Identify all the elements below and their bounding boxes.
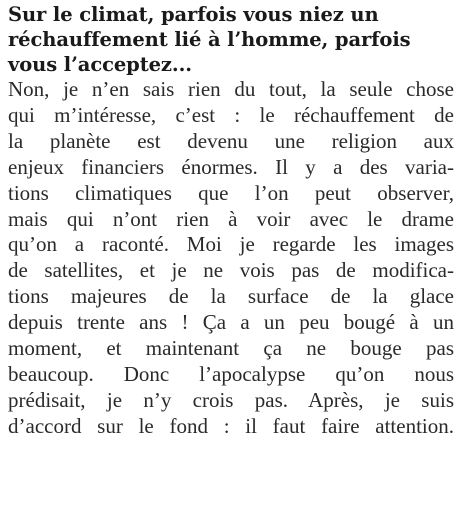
question-line: Sur le climat, parfois vous niez un <box>8 3 379 26</box>
answer-line: depuis trente ans ! Ça a un peu bougé à un <box>8 310 454 335</box>
answer-line: moment, et maintenant ça ne bouge pas <box>8 336 454 361</box>
answer-line: la planète est devenu une religion aux <box>8 128 454 153</box>
interview-answer <box>8 77 454 440</box>
answer-line: qui m’intéresse, c’est : le réchauffement de <box>8 102 454 127</box>
answer-line: tions majeures de la surface de la glace <box>8 284 454 309</box>
answer-line: de satellites, et je ne vois pas de modifica- <box>8 258 454 283</box>
answer-line: beaucoup. Donc l’apocalypse qu’on nous <box>8 361 454 386</box>
answer-line: mais qui n’ont rien à voir avec le drame <box>8 206 454 231</box>
answer-line: enjeux financiers énormes. Il y a des varia- <box>8 154 454 179</box>
interview-question <box>8 2 454 77</box>
interview-excerpt <box>8 2 454 440</box>
answer-line: Non, je n’en sais rien du tout, la seule chose <box>8 77 454 101</box>
answer-line: d’accord sur le fond : il faut faire attention. <box>8 413 454 438</box>
question-line: vous l’acceptez... <box>8 53 192 76</box>
answer-line: tions climatiques que l’on peut observer, <box>8 180 454 205</box>
answer-line: qu’on a raconté. Moi je regarde les images <box>8 232 454 257</box>
question-line: réchauffement lié à l’homme, parfois <box>8 28 411 51</box>
answer-line: prédisait, je n’y crois pas. Après, je suis <box>8 387 454 412</box>
